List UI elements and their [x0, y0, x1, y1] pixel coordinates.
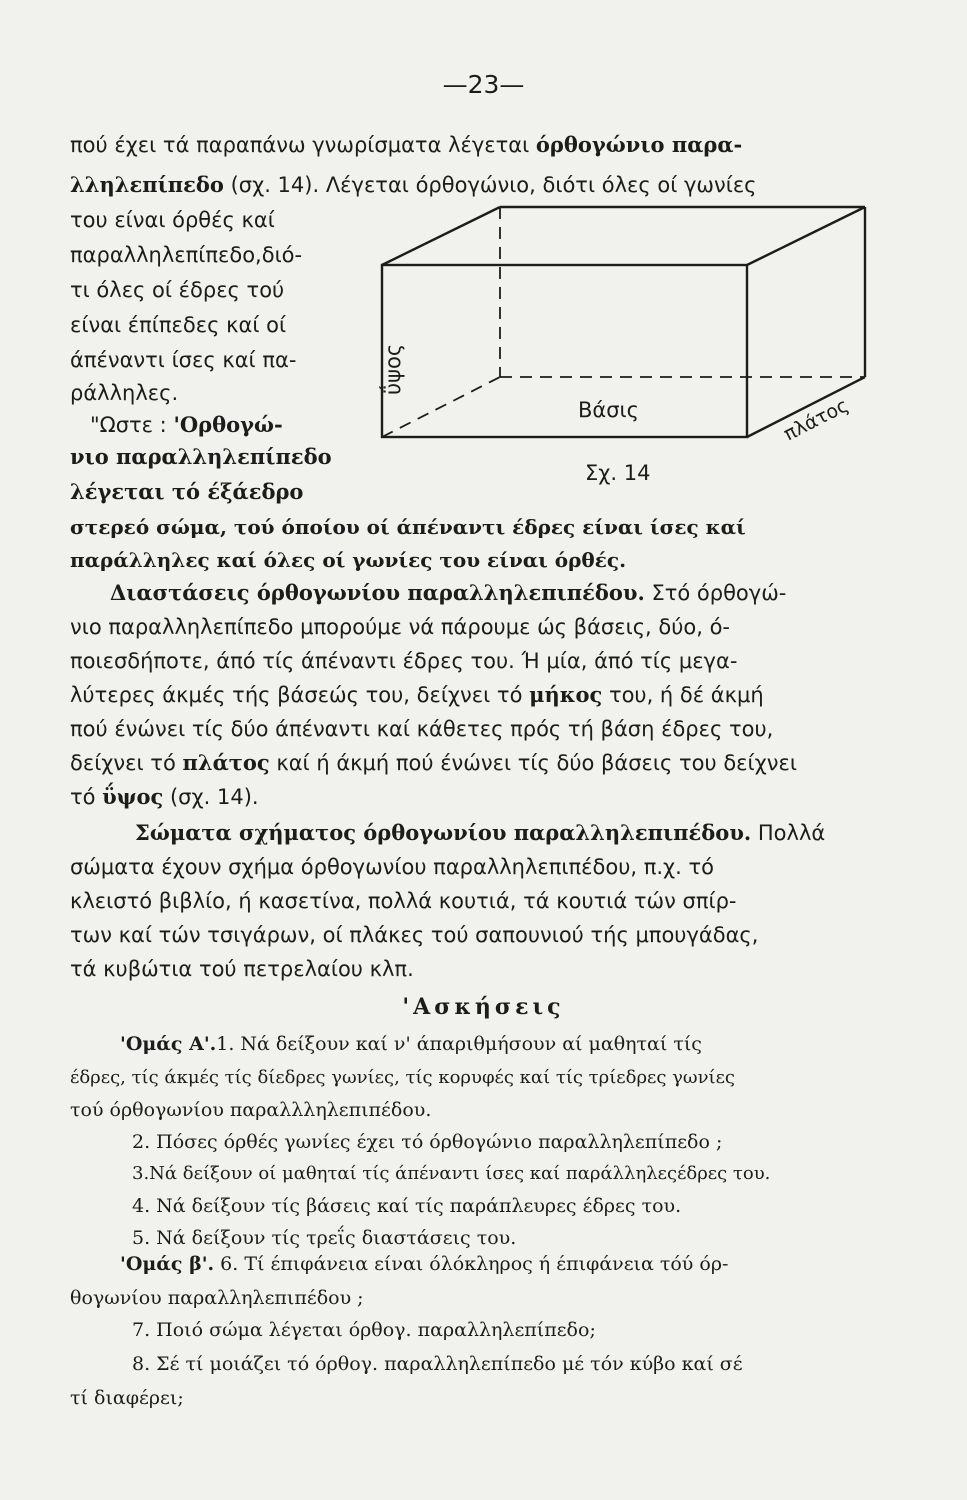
exercise-item: 5. Νά δείξουν τίς τρεΐς διαστάσεις του.	[132, 1227, 517, 1249]
text-line: του είναι όρθές καί	[70, 208, 275, 232]
exercise-item: 8. Σέ τί μοιάζει τό όρθογ. παραλληλεπίπεδο μέ τόν κύβο καί σέ	[132, 1353, 743, 1375]
text-line: δείχνει τό πλάτος καί ή άκμή πού ένώνει τίς δύο βάσεις του δείχνει	[70, 750, 797, 775]
label-width: πλάτος	[780, 394, 853, 446]
text-line: τά κυβώτια τού πετρελαίου κλπ.	[70, 957, 414, 981]
text-line: παραλληλεπίπεδο,διό-	[70, 243, 303, 267]
exercise-item: 7. Ποιό σώμα λέγεται όρθογ. παραλληλεπίπεδο;	[132, 1319, 596, 1341]
exercise-item: έδρες, τίς άκμές τίς δίεδρες γωνίες, τίς κορυφές καί τίς τρίεδρες γωνίες	[70, 1067, 735, 1088]
text-line: ποιεσδήποτε, άπό τίς άπέναντι έδρες του. Ή μία, άπό τίς μεγα-	[70, 649, 738, 673]
prism-edge	[747, 207, 865, 265]
text-line: λληλεπίπεδο (σχ. 14). Λέγεται όρθογώνιο, διότι όλες οί γωνίες	[70, 172, 757, 197]
exercise-item: 3.Νά δείξουν οί μαθηταί τίς άπέναντι ίσες καί παράλληλεςέδρες του.	[132, 1163, 771, 1184]
figure-caption: Σχ. 14	[585, 461, 651, 485]
prism-edge	[382, 207, 500, 265]
exercise-item: 2. Πόσες όρθές γωνίες έχει τό όρθογώνιο παραλληλεπίπεδο ;	[132, 1131, 723, 1153]
text-line: κλειστό βιβλίο, ή κασετίνα, πολλά κουτιά, τά κουτιά τών σπίρ-	[70, 889, 737, 913]
section-title-dimensions: Διαστάσεις όρθογωνίου παραλληλεπιπέδου.	[110, 580, 645, 605]
page-number: —23—	[442, 70, 525, 99]
text-line: είναι έπίπεδες καί οί	[70, 313, 287, 337]
term-rect-prism: όρθογώνιο παρα-	[535, 132, 743, 157]
figure-rectangular-prism	[370, 195, 890, 495]
text-line: "Ωστε : 'Ορθογώ-	[90, 412, 283, 437]
definition-line: παράλληλες καί όλες οί γωνίες του είναι όρθές.	[70, 548, 627, 572]
text-line: λέγεται τό έξάεδρο	[70, 479, 304, 504]
text-line: νιο παραλληλεπίπεδο	[70, 444, 332, 469]
text-line: λύτερες άκμές τής βάσεώς του, δείχνει τό μήκος του, ή δέ άκμή	[70, 682, 764, 707]
text-line: ράλληλες.	[70, 381, 179, 405]
text-line: Διαστάσεις όρθογωνίου παραλληλεπιπέδου. Στό όρθογώ-	[110, 580, 787, 605]
text-line: Σώματα σχήματος όρθογωνίου παραλληλεπιπέδου. Πολλά	[135, 820, 826, 845]
section-title-bodies: Σώματα σχήματος όρθογωνίου παραλληλεπιπέδου.	[135, 820, 752, 845]
definition-line: στερεό σώμα, τού όποίου οί άπέναντι έδρες είναι ίσες καί	[70, 515, 746, 539]
exercise-item: 4. Νά δείξουν τίς βάσεις καί τίς παράπλευρες έδρες του.	[132, 1195, 682, 1217]
text-line: πού έχει τά παραπάνω γνωρίσματα λέγεται όρθογώνιο παρα-	[70, 132, 743, 157]
exercise-item: 'Ομάς β'. 6. Τί έπιφάνεια είναι όλόκληρος ή έπιφάνεια τόύ όρ-	[120, 1253, 729, 1275]
exercise-item: τού όρθογωνίου παραλλληλεπιπέδου.	[70, 1099, 432, 1121]
exercise-item: 'Ομάς Α'.1. Νά δείξουν καί ν' άπαριθμήσουν αί μαθηταί τίς	[120, 1033, 702, 1055]
exercise-item: τί διαφέρει;	[70, 1387, 184, 1409]
text-line: σώματα έχουν σχήμα όρθογωνίου παραλληλεπιπέδου, π.χ. τό	[70, 855, 715, 879]
text-line: τι όλες οί έδρες τού	[70, 278, 285, 302]
label-height: ΰψος	[381, 343, 405, 395]
text-line: τό ΰψος (σχ. 14).	[70, 784, 259, 809]
text-line: άπέναντι ίσες καί πα-	[70, 348, 297, 372]
text-line: πού ένώνει τίς δύο άπέναντι καί κάθετες πρός τή βάση έδρες του,	[70, 717, 774, 741]
label-base: Βάσις	[578, 398, 639, 422]
text-line: των καί τών τσιγάρων, οί πλάκες τού σαπουνιού τής μπουγάδας,	[70, 923, 759, 947]
text-line: νιο παραλληλεπίπεδο μπορούμε νά πάρουμε ώς βάσεις, δύο, ό-	[70, 615, 730, 639]
exercise-item: θογωνίου παραλληλεπιπέδου ;	[70, 1287, 364, 1309]
prism-front-face	[382, 265, 747, 437]
exercises-heading: 'Ασκήσεις	[402, 994, 565, 1020]
